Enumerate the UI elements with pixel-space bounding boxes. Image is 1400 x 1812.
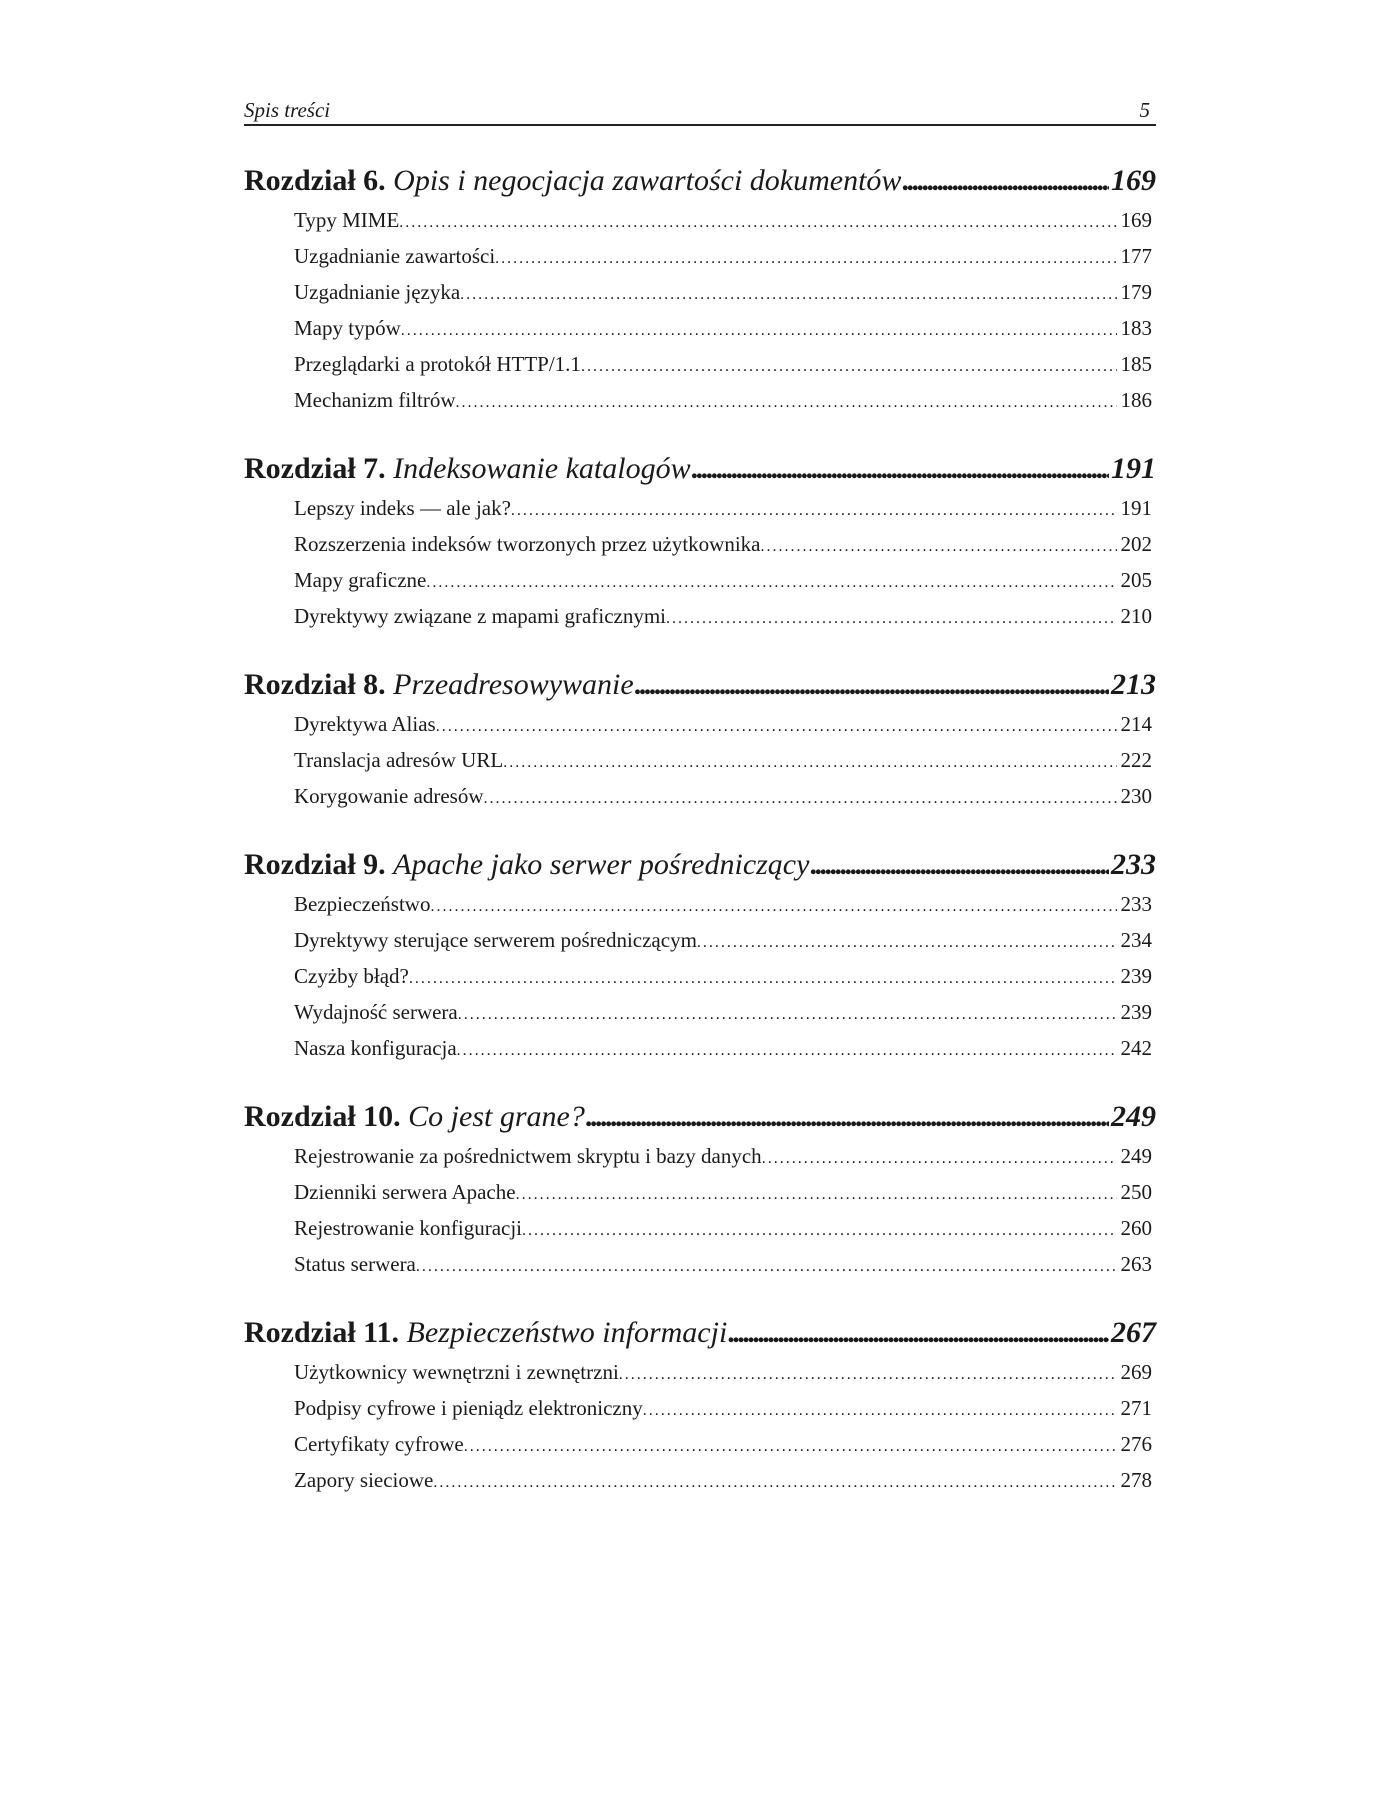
dot-leader [426, 562, 1116, 601]
chapter-9 [244, 844, 1156, 1066]
chapter-page: 267 [1111, 1316, 1156, 1349]
chapter-title: Przeadresowywanie [393, 668, 634, 701]
toc-entry[interactable] [294, 1210, 1156, 1246]
entry-page: 271 [1120, 1396, 1152, 1420]
chapter-page: 169 [1111, 164, 1156, 197]
entry-page: 177 [1120, 244, 1152, 268]
toc-entry[interactable] [294, 382, 1156, 418]
entry-title: Mapy graficzne [294, 568, 427, 592]
dot-leader [456, 382, 1117, 421]
entry-title: Certyfikaty cyfrowe [294, 1432, 464, 1456]
chapter-heading[interactable] [244, 844, 1156, 886]
toc-entry[interactable] [294, 1138, 1156, 1174]
dot-leader [522, 1210, 1116, 1249]
entry-page: 263 [1120, 1252, 1152, 1276]
entry-page: 185 [1120, 352, 1152, 376]
chapter-title: Apache jako serwer pośredniczący [393, 848, 810, 881]
entry-title: Dyrektywy związane z mapami graficznymi [294, 604, 667, 628]
entry-title: Czyżby błąd? [294, 964, 409, 988]
dot-leader [809, 844, 1109, 886]
dot-leader [464, 1426, 1117, 1465]
entry-title: Użytkownicy wewnętrzni i zewnętrzni [294, 1360, 619, 1384]
chapter-heading[interactable] [244, 1312, 1156, 1354]
entry-page: 205 [1120, 568, 1152, 592]
dot-leader [511, 490, 1117, 529]
dot-leader [643, 1390, 1117, 1429]
chapter-heading[interactable] [244, 664, 1156, 706]
entry-page: 222 [1120, 748, 1152, 772]
dot-leader [433, 1462, 1116, 1501]
table-of-contents [244, 160, 1156, 1528]
entry-title: Dyrektywy sterujące serwerem pośredniczącym [294, 928, 697, 952]
chapter-11 [244, 1312, 1156, 1498]
entry-page: 278 [1120, 1468, 1152, 1492]
header-page-number: 5 [1139, 98, 1150, 122]
entry-title: Lepszy indeks — ale jak? [294, 496, 511, 520]
entry-page: 210 [1120, 604, 1152, 628]
dot-leader [666, 598, 1116, 637]
chapter-heading[interactable] [244, 448, 1156, 490]
chapter-10 [244, 1096, 1156, 1282]
chapter-title: Co jest grane? [408, 1100, 585, 1133]
dot-leader [495, 238, 1116, 277]
dot-leader [762, 1138, 1117, 1177]
dot-leader [691, 448, 1109, 490]
entry-page: 230 [1120, 784, 1152, 808]
entry-title: Bezpieczeństwo [294, 892, 431, 916]
dot-leader [585, 1096, 1109, 1138]
entry-page: 214 [1120, 712, 1152, 736]
entry-page: 250 [1120, 1180, 1152, 1204]
dot-leader [503, 742, 1116, 781]
entry-title: Uzgadnianie zawartości [294, 244, 496, 268]
toc-entry[interactable] [294, 1462, 1156, 1498]
toc-entry[interactable] [294, 1246, 1156, 1282]
toc-entry[interactable] [294, 346, 1156, 382]
toc-entry[interactable] [294, 274, 1156, 310]
entry-title: Przeglądarki a protokół HTTP/1.1 [294, 352, 581, 376]
toc-entry[interactable] [294, 526, 1156, 562]
chapter-page: 213 [1111, 668, 1156, 701]
toc-entry[interactable] [294, 490, 1156, 526]
entry-title: Rozszerzenia indeksów tworzonych przez użytkownika [294, 532, 761, 556]
chapter-label: Rozdział 8. [244, 668, 386, 701]
entry-title: Status serwera [294, 1252, 416, 1276]
dot-leader [581, 346, 1117, 385]
entry-page: 239 [1120, 964, 1152, 988]
entry-title: Rejestrowanie konfiguracji [294, 1216, 523, 1240]
chapter-label: Rozdział 10. [244, 1100, 401, 1133]
dot-leader [458, 994, 1117, 1033]
toc-entry[interactable] [294, 958, 1156, 994]
entry-title: Mapy typów [294, 316, 401, 340]
toc-entry[interactable] [294, 1354, 1156, 1390]
dot-leader [901, 160, 1109, 202]
entry-title: Rejestrowanie za pośrednictwem skryptu i bazy danych [294, 1144, 762, 1168]
toc-entry[interactable] [294, 886, 1156, 922]
entry-page: 269 [1120, 1360, 1152, 1384]
entry-title: Typy MIME [294, 208, 400, 232]
entry-page: 276 [1120, 1432, 1152, 1456]
dot-leader [436, 706, 1117, 745]
chapter-page: 233 [1111, 848, 1156, 881]
dot-leader [484, 778, 1117, 817]
dot-leader [619, 1354, 1117, 1393]
toc-entry[interactable] [294, 778, 1156, 814]
toc-entry[interactable] [294, 994, 1156, 1030]
dot-leader [634, 664, 1109, 706]
dot-leader [416, 1246, 1117, 1285]
toc-entry[interactable] [294, 706, 1156, 742]
entry-title: Dzienniki serwera Apache [294, 1180, 516, 1204]
toc-entry[interactable] [294, 1390, 1156, 1426]
chapter-label: Rozdział 7. [244, 452, 386, 485]
entry-title: Dyrektywa Alias [294, 712, 436, 736]
entry-page: 239 [1120, 1000, 1152, 1024]
toc-entry[interactable] [294, 922, 1156, 958]
entry-page: 234 [1120, 928, 1152, 952]
toc-entry[interactable] [294, 202, 1156, 238]
entry-title: Mechanizm filtrów [294, 388, 456, 412]
entry-page: 242 [1120, 1036, 1152, 1060]
entry-page: 183 [1120, 316, 1152, 340]
entry-page: 191 [1120, 496, 1152, 520]
entry-page: 179 [1120, 280, 1152, 304]
chapter-page: 249 [1111, 1100, 1156, 1133]
dot-leader [430, 886, 1116, 925]
chapter-title: Indeksowanie katalogów [393, 452, 691, 485]
entry-page: 260 [1120, 1216, 1152, 1240]
entry-page: 186 [1120, 388, 1152, 412]
entry-title: Podpisy cyfrowe i pieniądz elektroniczny [294, 1396, 643, 1420]
toc-entry[interactable] [294, 238, 1156, 274]
chapter-label: Rozdział 6. [244, 164, 386, 197]
entry-page: 249 [1120, 1144, 1152, 1168]
header-title: Spis treści [244, 98, 331, 122]
chapter-heading[interactable] [244, 160, 1156, 202]
chapter-title: Opis i negocjacja zawartości dokumentów [393, 164, 902, 197]
dot-leader [457, 1030, 1117, 1069]
dot-leader [516, 1174, 1117, 1213]
entry-page: 169 [1120, 208, 1152, 232]
entry-page: 202 [1120, 532, 1152, 556]
chapter-page: 191 [1111, 452, 1156, 485]
toc-entry[interactable] [294, 742, 1156, 778]
chapter-7 [244, 448, 1156, 634]
dot-leader [399, 202, 1116, 241]
entry-title: Translacja adresów URL [294, 748, 504, 772]
entry-title: Zapory sieciowe [294, 1468, 434, 1492]
entry-title: Nasza konfiguracja [294, 1036, 457, 1060]
dot-leader [460, 274, 1116, 313]
entry-title: Korygowanie adresów [294, 784, 484, 808]
chapter-heading[interactable] [244, 1096, 1156, 1138]
entry-title: Wydajność serwera [294, 1000, 458, 1024]
chapter-6 [244, 160, 1156, 418]
chapter-label: Rozdział 9. [244, 848, 386, 881]
running-header [244, 98, 1156, 126]
toc-entry[interactable] [294, 562, 1156, 598]
chapter-8 [244, 664, 1156, 814]
dot-leader [697, 922, 1117, 961]
entry-title: Uzgadnianie języka [294, 280, 461, 304]
toc-entry[interactable] [294, 1426, 1156, 1462]
dot-leader [409, 958, 1117, 997]
toc-entry[interactable] [294, 310, 1156, 346]
toc-entry[interactable] [294, 1030, 1156, 1066]
toc-entry[interactable] [294, 1174, 1156, 1210]
dot-leader [401, 310, 1117, 349]
dot-leader [727, 1312, 1109, 1354]
chapter-label: Rozdział 11. [244, 1316, 399, 1349]
toc-entry[interactable] [294, 598, 1156, 634]
entry-page: 233 [1120, 892, 1152, 916]
dot-leader [761, 526, 1117, 565]
chapter-title: Bezpieczeństwo informacji [406, 1316, 728, 1349]
